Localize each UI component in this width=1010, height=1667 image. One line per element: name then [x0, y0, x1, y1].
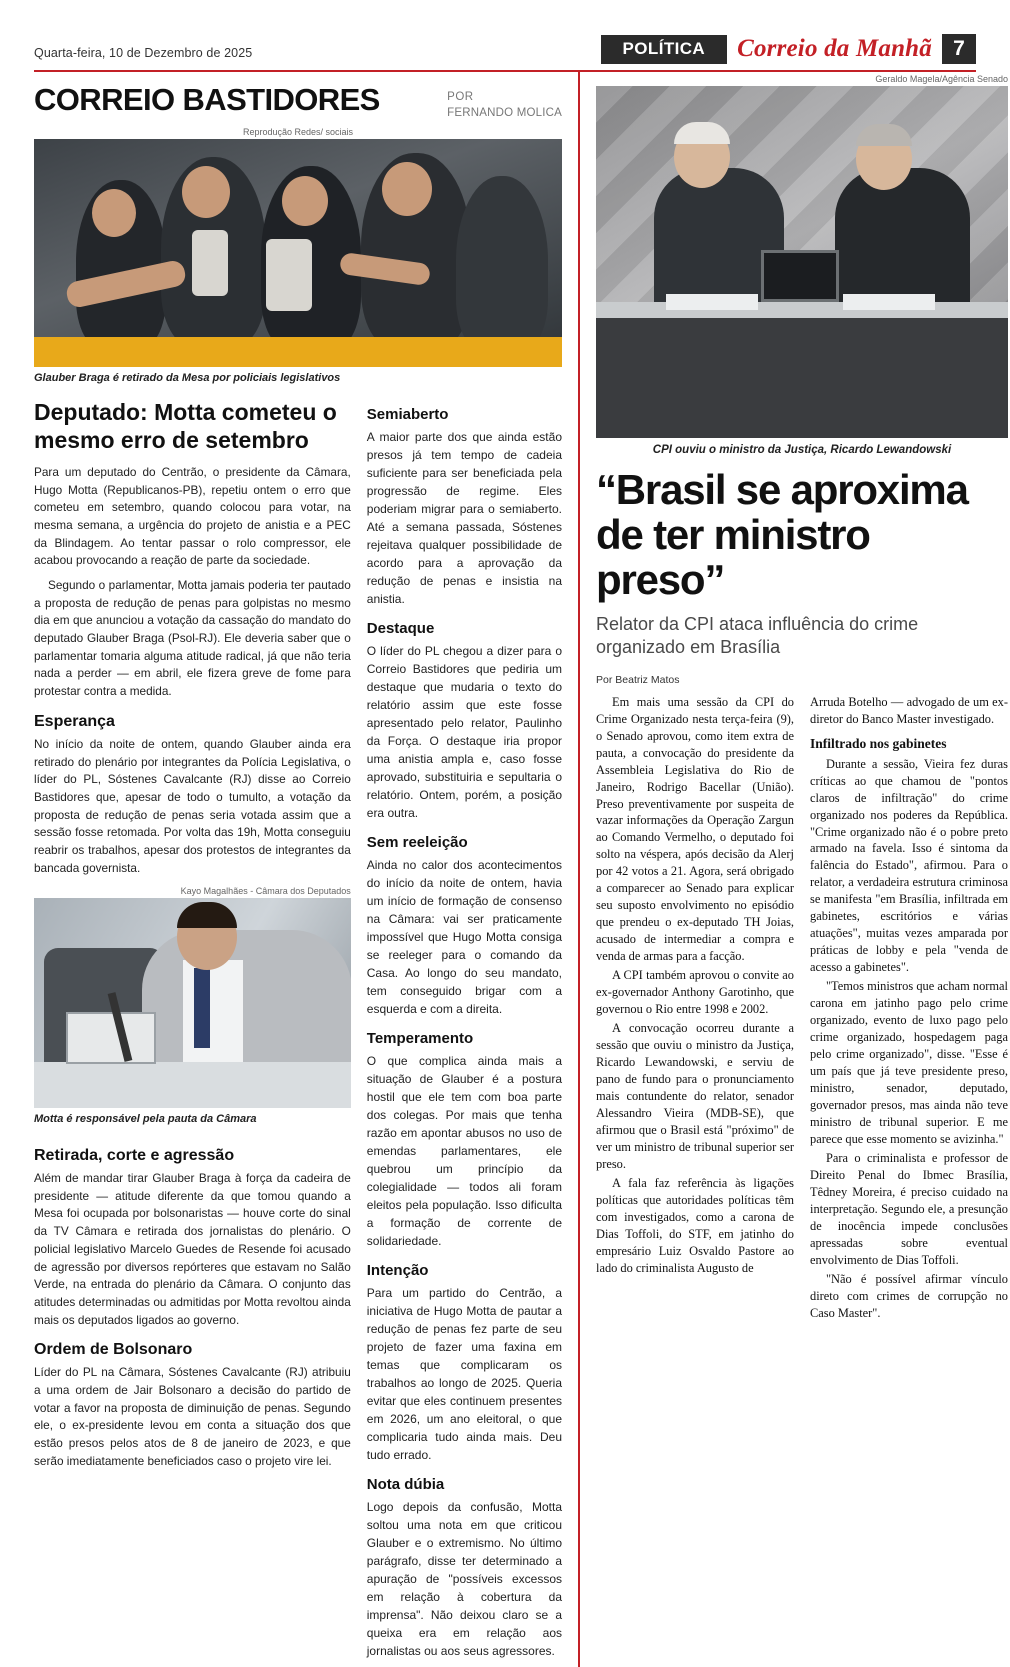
paragraph: A convocação ocorreu durante a sessão que ouviu o ministro da Justiça, Ricardo Lewandowski, e serviu de pano de fundo para o pronunciamento mais contundente do relator, senador Alessandro Vieira (MDB-SE), que afirmou que o Brasil está "próximo" de ver um ministro de tribunal superior ser preso.: [596, 1021, 794, 1172]
paragraph: A fala faz referência às ligações políticas que autoridades políticas têm com investigados, como a carona de Dias Toffoli, do STF, em jatinho do empresário Luiz Osvaldo Pastore ao lado do criminalista Augusto de: [596, 1176, 794, 1276]
masthead-right: [601, 34, 976, 64]
subhead-nota-dubia: Nota dúbia: [366, 1475, 445, 1493]
paragraph: No início da noite de ontem, quando Glauber ainda era retirado do plenário por integrantes da Polícia Legislativa, o líder do PL, Sóstenes Cavalcante (RJ) disse ao Correio Bastidores que, apesar de todo o tumulto, a votação da proposta de redução de penas seria votada assim que a sessão fosse retomada. Por volta das 19h, Motta conseguiu reabrir os trabalhos, apesar dos protestos de integrantes da bancada governista.: [34, 736, 351, 875]
paragraph: A CPI também aprovou o convite ao ex-governador Anthony Garotinho, que governou o Rio entre 1998 e 2002.: [596, 968, 794, 1017]
subhead-retirada: Retirada, corte e agressão: [34, 1147, 235, 1165]
paragraph: Além de mandar tirar Glauber Braga à força da cadeira de presidente — atitude diferente da que tomou quando a Mesa foi ocupada por bolsonaristas — houve corte do sinal da TV Câmara e retirada dos jornalistas do plenário. O policial legislativo Marcelo Guedes de Resende foi acusado de agressão por diversos repórteres que estavam no Salão Verde, na entrada do plenário da Câmara. O conjunto das atitudes determinadas ou admitidas por Motta revoltou ainda mais os deputados ligados ao governo.: [34, 1171, 351, 1327]
paragraph: A maior parte dos que ainda estão presos já tem tempo de cadeia suficiente para ser beneficiada pela progressão de regime. Eles poderiam migrar para o semiaberto. Até a semana passada, Sóstenes rejeitava qualquer possibilidade de acordo para a aprovação da redução de penas e insistia na anistia.: [366, 429, 562, 606]
paragraph: Para um partido do Centrão, a iniciativa de Hugo Motta de pautar a redução de penas fez parte de seu projeto de fazer uma faxina em temas que complicaram os trabalhos ao longo de 2025. Queria evitar que eles continuem presentes em 2026, um ano eleitoral, o que complicaria tudo ainda mais. Deu tudo errado.: [366, 1285, 562, 1462]
page-number: 7: [942, 34, 976, 64]
subhead-temperamento: Temperamento: [366, 1029, 474, 1047]
photo-cpi-session: [596, 86, 1008, 438]
paragraph: Líder do PL na Câmara, Sóstenes Cavalcante (RJ) atribuiu a uma ordem de Jair Bolsonaro a decisão do partido de votar a favor na proposta de diminuição de penas. Segundo ele, o ex-presidente levou em conta a situação dos que estão presos pelos atos de 8 de janeiro de 2023, e que serão imediatamente beneficiados caso o projeto vire lei.: [34, 1365, 351, 1468]
right-headline: “Brasil se aproxima de ter ministro preso”: [596, 466, 968, 603]
byline-author: FERNANDO MOLICA: [447, 106, 562, 119]
photo2-credit: Kayo Magalhães - Câmara dos Deputados: [180, 886, 351, 897]
paragraph: Para um deputado do Centrão, o presidente da Câmara, Hugo Motta (Republicanos-PB), repetiu ontem o erro que cometeu em setembro, quando colocou para votar, na mesma semana, a urgência do projeto de anistia e a PEC da Blindagem. Ao tentar passar o rolo compressor, ele acabou provocando a reação de parte da sociedade.: [34, 464, 351, 568]
paragraph: O que complica ainda mais a situação de Glauber é a postura hostil que ele tem com boa parte dos colegas. Por mais que tenha razão em apontar abusos no uso de emendas parlamentares, ele quebrou um princípio da colegialidade — todos ali foram eleitos pela população. Isso dificulta a formação de corrente de solidariedade.: [366, 1053, 562, 1248]
column-byline: [447, 82, 562, 121]
subhead-esperanca: Esperança: [34, 712, 115, 730]
paragraph: Em mais uma sessão da CPI do Crime Organizado nesta terça-feira (9), o Senado aprovou, como item extra de pauta, a convocação do presidente da Assembleia Legislativa do Rio de Janeiro, Rodrigo Bacellar (União). Preso preventivamente por suspeita de vazar informações da Operação Zargun ao Comando Vermelho, o deputado foi solto na véspera, após decisão da Alerj por 42 votos a 21. Agora, será obrigado a comparecer ao Senado para explicar seu suposto envolvimento no episódio que prendeu o ex-deputado TH Joias, acusado de intermediar a compra e venda de armas para a facção.: [596, 694, 794, 964]
subhead-destaque: Destaque: [366, 619, 435, 637]
right-deck: Relator da CPI ataca influência do crime organizado em Brasília: [596, 613, 919, 658]
left-columns: [34, 394, 562, 1667]
subhead-ordem-bolsonaro: Ordem de Bolsonaro: [34, 1341, 193, 1359]
column-title: CORREIO BASTIDORES: [34, 82, 380, 117]
brand-title: Correio da Manhã: [737, 35, 932, 62]
byline-prefix: POR: [447, 91, 474, 103]
photo-glauber-braga: [34, 139, 562, 367]
subhead-intencao: Intenção: [366, 1261, 429, 1279]
issue-date: Quarta-feira, 10 de Dezembro de 2025: [34, 46, 253, 60]
right-column-1: [596, 694, 794, 1324]
paragraph: Segundo o parlamentar, Motta jamais poderia ter pautado a proposta de redução de penas para golpistas no mesmo dia em que anunciou a votação da cassação do mandato do deputado Glauber Braga (Psol-RJ). Ele deveria saber que o parlamentar tomaria alguma atitude radical, já que não teria nada a perder — em abril, ele fizera greve de fome para protestar contra a medida.: [34, 578, 351, 699]
subhead-sem-reeleicao: Sem reeleição: [366, 833, 468, 851]
paragraph: Durante a sessão, Vieira fez duras críticas ao que chamou de "pontos claros de infiltração" do crime organizado nos poderes da República. "Crime organizado não é o pobre preto armado na favela. Isso é sintoma da falência do Estado", afirmou. Para o relator, a verdadeira estrutura criminosa se manifesta "em Brasília, infiltrada em gabinetes, escritórios e várias atuações", muitas vezes amparada por práticas de lobby e pela "venda de acesso a gabinetes".: [810, 756, 1008, 975]
left-column-b: [367, 394, 562, 1667]
section-tag: POLÍTICA: [601, 35, 728, 64]
paragraph: Para o criminalista e professor de Direito Penal do Ibmec Brasília, Têdney Moreira, é preciso cuidado na interpretação. Segundo ele, a presunção de inocência impede conclusões apressadas sobre eventual envolvimento de Dias Toffoli.: [810, 1151, 1008, 1268]
photo-hugo-motta: [34, 898, 351, 1108]
right-column-2: [810, 694, 1008, 1324]
left-headline: Deputado: Motta cometeu o mesmo erro de setembro: [34, 398, 337, 453]
photo1-credit: Reprodução Redes/ sociais: [242, 127, 354, 138]
right-pane: [580, 72, 1008, 1667]
paragraph: Arruda Botelho — advogado de um ex-diretor do Banco Master investigado.: [810, 694, 1008, 726]
subhead-semiaberto: Semiaberto: [366, 405, 449, 423]
paragraph: "Temos ministros que acham normal carona em jatinho pago pelo crime organizado, evento de luxo pago pelo crime organizado, hospedagem paga pelo crime organizado", disse. "Esse é um país que já teve presidente preso, ministro, senador, deputado, governador presos, mas ainda não teve ministro de tribunal superior. E me parece que esse momento se avizinha.": [810, 979, 1008, 1147]
masthead: [34, 28, 976, 64]
paragraph: "Não é possível afirmar vínculo direto com crimes de corrupção no Caso Master".: [810, 1272, 1008, 1321]
cpi-photo-caption: CPI ouviu o ministro da Justiça, Ricardo Lewandowski: [652, 444, 952, 456]
paragraph: Ainda no calor dos acontecimentos do início da noite de ontem, havia um início de formação de consenso na Câmara: vai ser praticamente impossível que Hugo Motta consiga se reeleger para o comando da Casa. Ao longo do seu mandato, tem conseguido brigar com a esquerda e com a direita.: [366, 857, 562, 1016]
left-column-a: [34, 394, 351, 1667]
bastidores-header: [34, 72, 562, 125]
subhead-infiltrado: Infiltrado nos gabinetes: [810, 735, 947, 751]
photo1-caption: Glauber Braga é retirado da Mesa por policiais legislativos: [34, 372, 341, 385]
right-author: Por Beatriz Matos: [596, 673, 680, 686]
left-pane: [34, 72, 580, 1667]
right-columns: [596, 694, 1008, 1324]
photo2-caption: Motta é responsável pela pauta da Câmara: [34, 1113, 257, 1126]
cpi-photo-credit: Geraldo Magela/Agência Senado: [875, 74, 1008, 84]
paragraph: O líder do PL chegou a dizer para o Correio Bastidores que pediria um destaque que mudaria o texto do relatório assim que este fosse apresentado pelo relator, Paulinho da Força. O destaque iria propor uma anistia ampla e, caso fosse aprovado, substituiria e sepultaria o relatório. Ontem, porém, a posição era outra.: [366, 643, 562, 820]
paragraph: Logo depois da confusão, Motta soltou uma nota em que criticou Glauber e o extremismo. No último parágrafo, disse ter determinado a apuração de "possíveis excessos em relação à cobertura da imprensa". Não deixou claro se a queixa era em relação aos jornalistas ou aos seus agressores.: [366, 1499, 562, 1658]
page-body: [34, 72, 1008, 1667]
